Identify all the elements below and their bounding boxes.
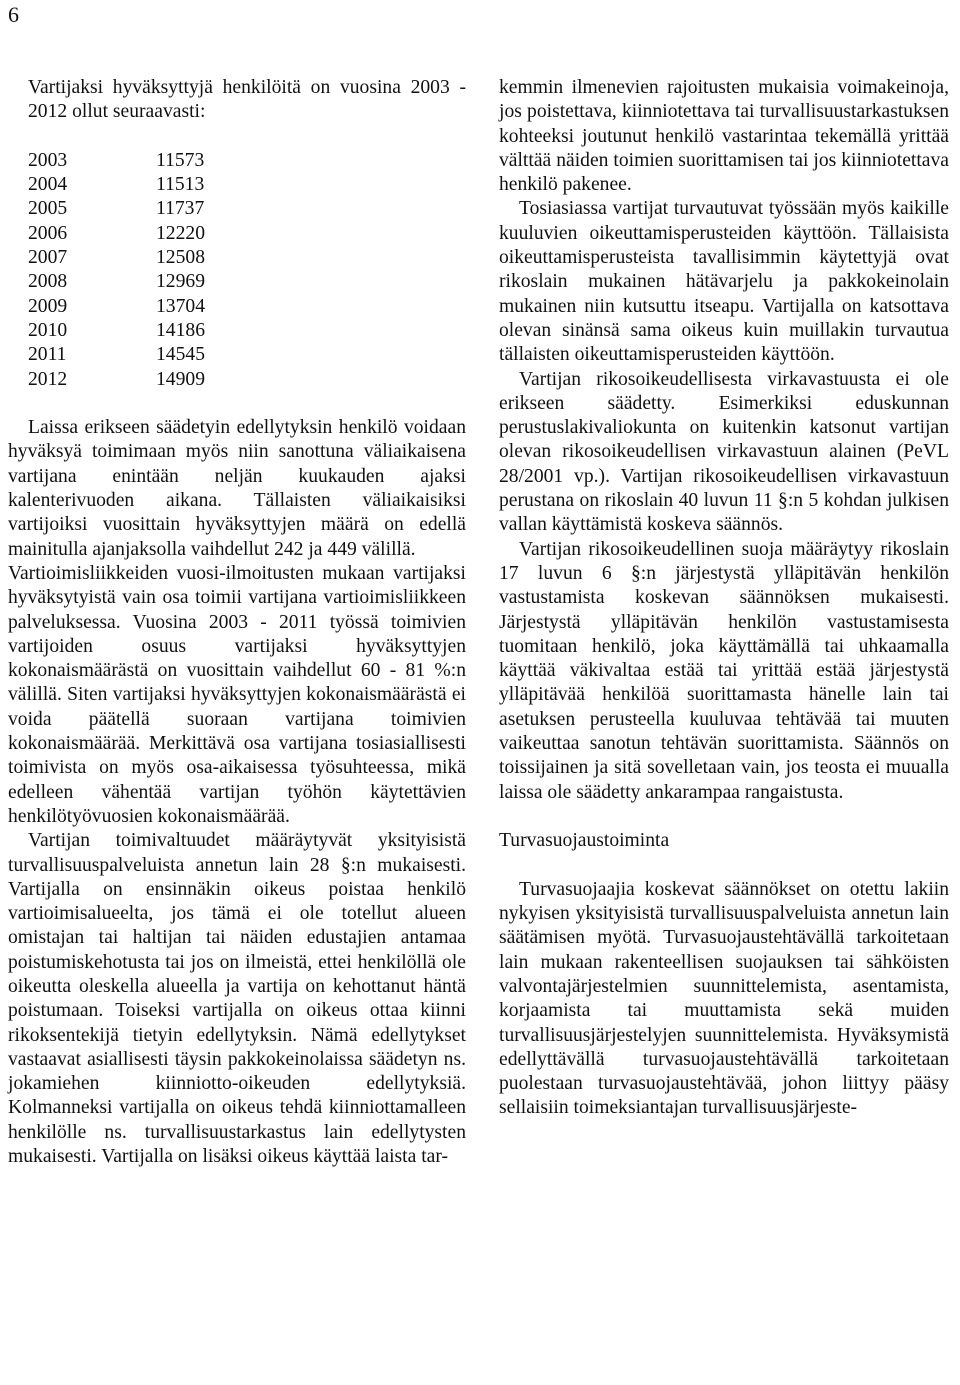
stats-count: 12508 xyxy=(156,247,205,269)
section-heading: Turvasuojaustoiminta xyxy=(499,830,670,852)
stats-count: 11513 xyxy=(156,174,205,196)
stats-list xyxy=(28,149,466,392)
stats-intro: Vartijaksi hyväksyttyjä henkilöitä on vuosina 2003 - 2012 ollut seuraavasti: xyxy=(28,77,466,123)
stats-count: 11573 xyxy=(156,149,205,171)
stats-count: 14909 xyxy=(156,368,205,390)
body-paragraph: Turvasuojaajia koskevat säännökset on otettu lakiin nykyisen yksityisistä turvallisuuspalveluista annetun lain säätämisen myötä. Turvasuojaustehtävällä tarkoitetaan lain mukaan rakenteellisen suojauksen tai sähköisten valvontajärjestelmien suunnittelemista, asentamista, korjaamista tai muuttamista sekä muiden turvallisuusjärjestelyjen suunnittelemista. Hyväksymistä edellyttävällä turvasuojaustehtävällä tarkoitetaan puolestaan turvasuojaustehtävää, johon liittyy pääsy sellaisiin toimeksiantajan turvallisuusjärjeste- xyxy=(499,878,949,1119)
stats-row xyxy=(28,173,466,197)
stats-count: 14186 xyxy=(156,319,205,341)
stats-count: 11737 xyxy=(156,198,205,220)
page-number: 6 xyxy=(8,2,19,27)
stats-count: 12969 xyxy=(156,271,205,293)
body-paragraph: Vartijan rikosoikeudellisesta virkavastuusta ei ole erikseen säädetty. Esimerkiksi eduskunnan perustuslakivaliokunta on kuitenkin katsonut vartijan olevan rikosoikeudellisen virkavastuun alainen (PeVL 28/2001 vp.). Vartijan rikosoikeudellisen virkavastuun perustana on rikoslain 40 luvun 11 §:n 5 kohdan julkisen vallan käyttämistä koskeva säännös. xyxy=(499,368,949,536)
stats-row xyxy=(28,149,466,173)
body-paragraph: Vartioimisliikkeiden vuosi-ilmoitusten mukaan vartijaksi hyväksytyistä vain osa toimii vartijana vartioimisliikkeen palveluksessa. Vuosina 2003 - 2011 työssä toimivien vartijoiden osuus vartijaksi hyväksyttyjen kokonaismäärästä on vuosittain vaihdellut 60 - 81 %:n välillä. Siten vartijaksi hyväksyttyjen kokonaismäärästä ei voida päätellä suoraan vartijana toimivien kokonaismäärää. Merkittävä osa vartijana tosiasiallisesti toimivista on myös osa-aikaisessa työsuhteessa, mikä edelleen vähentää vartijan työhön käytettävien henkilötyövuosien kokonaismäärää. xyxy=(8,562,466,827)
stats-year: 2008 xyxy=(28,271,68,293)
stats-year: 2011 xyxy=(28,344,67,366)
stats-year: 2005 xyxy=(28,198,68,220)
right-column xyxy=(499,76,949,1121)
stats-year: 2012 xyxy=(28,368,68,390)
stats-row xyxy=(28,197,466,221)
stats-row xyxy=(28,222,466,246)
stats-count: 12220 xyxy=(156,222,205,244)
stats-row xyxy=(28,246,466,270)
stats-year: 2009 xyxy=(28,295,68,317)
stats-year: 2003 xyxy=(28,149,68,171)
left-column xyxy=(8,76,466,1169)
stats-row xyxy=(28,368,466,392)
stats-row xyxy=(28,270,466,294)
stats-year: 2007 xyxy=(28,247,68,269)
stats-row xyxy=(28,343,466,367)
stats-year: 2010 xyxy=(28,319,68,341)
stats-count: 13704 xyxy=(156,295,205,317)
stats-row xyxy=(28,295,466,319)
stats-count: 14545 xyxy=(156,344,205,366)
body-paragraph: Tosiasiassa vartijat turvautuvat työssään myös kaikille kuuluvien oikeuttamisperusteiden käyttöön. Tällaisista oikeuttamisperusteista tavallisimmin käytettyjä ovat rikoslain mukainen hätävarjelu ja pakkokeinolain mukainen niin kutsuttu itseapu. Vartijalla on katsottava olevan sinänsä sama oikeus kuin muillakin turvautua tällaisten oikeuttamisperusteiden käyttöön. xyxy=(499,198,949,366)
body-paragraph: Laissa erikseen säädetyin edellytyksin henkilö voidaan hyväksyä toimimaan myös niin sanottuna väliaikaisena vartijana enintään neljän kuukauden ajaksi kalenterivuoden aikana. Tällaisten väliaikaisiksi vartijoiksi vuosittain hyväksyttyjen määrä on edellä mainitulla ajanjaksolla vaihdellut 242 ja 449 välillä. xyxy=(8,417,466,560)
body-paragraph: Vartijan rikosoikeudellinen suoja määräytyy rikoslain 17 luvun 6 §:n järjestystä ylläpitävän henkilön vastustamista koskevan säännöksen mukaisesti. Järjestystä ylläpitävän henkilön vastustamisesta tuomitaan henkilö, joka käyttämällä tai uhkaamalla käyttää väkivaltaa estää tai yrittää estää järjestystä ylläpitävää henkilöä suorittamasta hänelle lain tai asetuksen perusteella kuuluvaa tehtävää tai muuten vaikeuttaa sanotun tehtävän suorittamista. Säännös on toissijainen ja sitä sovelletaan vain, jos teosta ei muualla laissa ole säädetty ankarampaa rangaistusta. xyxy=(499,538,949,803)
stats-row xyxy=(28,319,466,343)
stats-year: 2006 xyxy=(28,222,68,244)
body-paragraph: Vartijan toimivaltuudet määräytyvät yksityisistä turvallisuuspalveluista annetun lain 28 §:n mukaisesti. Vartijalla on ensinnäkin oikeus poistaa henkilö vartioimisalueelta, jos tämä ei ole totellut alueen omistajan tai haltijan tai näiden edustajien antamaa poistumiskehotusta tai jos on ilmeistä, ettei henkilöllä ole oikeutta oleskella alueella ja vartija on kehottanut häntä poistumaan. Toiseksi vartijalla on oikeus ottaa kiinni rikoksentekijä tietyin edellytyksin. Nämä edellytykset vastaavat asiallisesti täysin pakkokeinolaissa säädetyn ns. jokamiehen kiinniotto-oikeuden edellytyksiä. Kolmanneksi vartijalla on oikeus tehdä kiinniottamalleen henkilölle ns. turvallisuustarkastus lain edellytysten mukaisesti. Vartijalla on lisäksi oikeus käyttää laista tar- xyxy=(8,830,466,1168)
body-paragraph: kemmin ilmenevien rajoitusten mukaisia voimakeinoja, jos poistettava, kiinniotettava tai turvallisuustarkastuksen kohteeksi joutunut henkilö vastarintaa tekemällä yrittää välttää näiden toimien suorittamisen tai jos kiinniotettava henkilö pakenee. xyxy=(499,77,949,196)
stats-year: 2004 xyxy=(28,174,68,196)
